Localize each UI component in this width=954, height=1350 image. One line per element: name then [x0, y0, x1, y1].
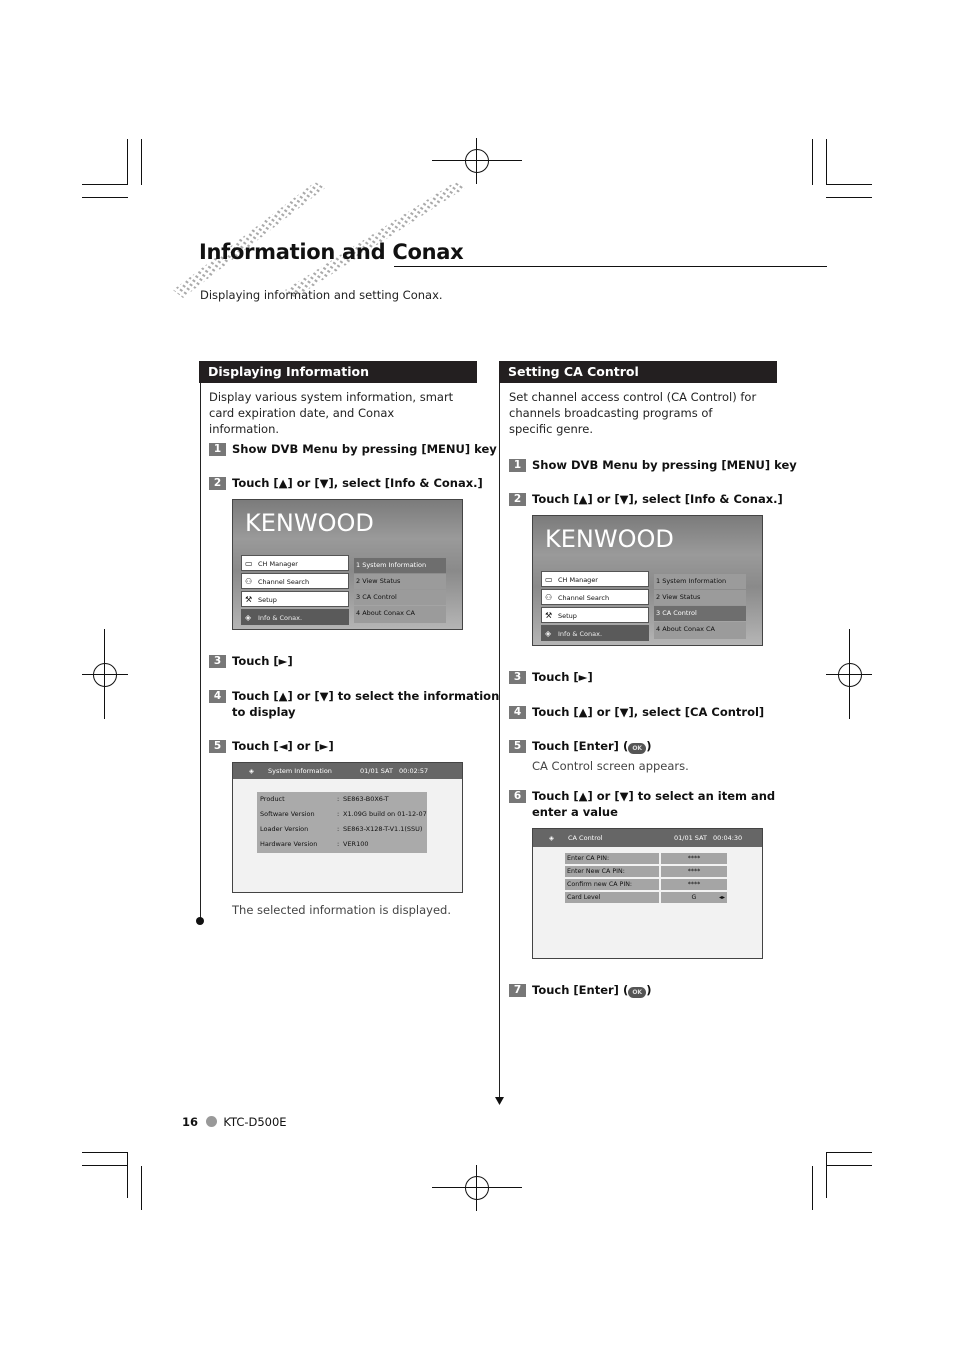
submenu-ca-control: 3 CA Control — [654, 606, 746, 621]
step-text: Touch [Enter] ( — [532, 983, 629, 997]
menu-ch-manager — [541, 571, 649, 587]
step-number: 4 — [509, 706, 526, 719]
step-number: 1 — [509, 459, 526, 472]
step-number: 1 — [209, 443, 226, 456]
binoculars-icon: ⚇ — [245, 577, 253, 586]
column-end-dot — [196, 917, 204, 925]
wrench-icon: ⚒ — [545, 611, 553, 620]
step-number: 2 — [209, 477, 226, 490]
left-right-arrows-icon: ◂▸ — [719, 894, 726, 901]
right-step-5 — [509, 738, 651, 754]
screen-date: 01/01 SAT — [360, 767, 393, 775]
step-text: Touch [►] — [232, 654, 293, 668]
page-number: 16 — [182, 1115, 199, 1129]
step-text: Show DVB Menu by pressing [MENU] key — [532, 458, 797, 472]
step-text: Touch [▲] or [▼], select [CA Control] — [532, 705, 765, 719]
row-label: Enter CA PIN: — [565, 853, 659, 864]
right-intro: Set channel access control (CA Control) for channels broadcasting programs of specific genre. — [509, 390, 757, 436]
submenu-about-conax: 4 About Conax CA — [654, 622, 746, 639]
tv-icon: ▭ — [545, 575, 553, 584]
row-value: SE863-B0X6-T — [343, 795, 389, 803]
system-info-table: Product : SE863-B0X6-T Software Version : X1.09G build on 01-12-07 Loader Version : SE863-X128-T-V1.1(SSU) Hardware Version : VER100 — [257, 792, 427, 853]
ok-button-icon: OK — [628, 987, 646, 998]
step-number: 2 — [509, 493, 526, 506]
menu-label: Setup — [558, 612, 577, 620]
menu-info-conax — [241, 609, 349, 625]
right-step-1 — [509, 457, 797, 473]
menu-setup — [541, 607, 649, 623]
step-number: 3 — [209, 655, 226, 668]
step-text: ) — [646, 739, 652, 753]
menu-ch-manager — [241, 555, 349, 571]
step-text: Touch [▲] or [▼], select [Info & Conax.] — [532, 492, 783, 506]
right-step-7 — [509, 982, 651, 998]
step-text: enter a value — [532, 805, 618, 819]
menu-label: Info & Conax. — [258, 614, 303, 622]
step-text: Touch [►] — [532, 670, 593, 684]
right-column-rule — [499, 383, 500, 1098]
menu-setup — [241, 591, 349, 607]
menu-label: Channel Search — [558, 594, 610, 602]
info-icon: ◈ — [249, 767, 254, 775]
left-step-1 — [209, 441, 497, 457]
step-text: ) — [646, 983, 652, 997]
info-icon: ◈ — [545, 629, 552, 638]
submenu-view-status: 2 View Status — [354, 574, 446, 589]
step-text: Touch [▲] or [▼], select [Info & Conax.] — [232, 476, 483, 490]
left-step-3 — [209, 653, 293, 669]
dvb-menu-screenshot-left — [232, 499, 463, 630]
left-result-note: The selected information is displayed. — [232, 903, 451, 917]
row-label: Loader Version — [260, 825, 309, 833]
page-subtitle: Displaying information and setting Conax. — [200, 288, 443, 302]
menu-label: CH Manager — [558, 576, 598, 584]
left-step-2 — [209, 475, 483, 491]
screen-date: 01/01 SAT — [674, 834, 707, 842]
right-step5-note: CA Control screen appears. — [532, 759, 689, 773]
right-step-6 — [509, 788, 775, 820]
step-text: Show DVB Menu by pressing [MENU] key — [232, 442, 497, 456]
screen-info-bar — [233, 763, 462, 779]
step-number: 7 — [509, 984, 526, 997]
ca-control-screenshot — [532, 828, 763, 959]
dvb-menu-screenshot-right — [532, 515, 763, 646]
submenu-about-conax: 4 About Conax CA — [354, 606, 446, 623]
submenu-ca-control: 3 CA Control — [354, 590, 446, 605]
step-text: Touch [▲] or [▼] to select the information — [232, 689, 500, 703]
screen-time: 00:02:57 — [399, 767, 429, 775]
submenu-view-status: 2 View Status — [654, 590, 746, 605]
title-rule — [394, 266, 827, 267]
kenwood-logo: KENWOOD — [245, 509, 374, 537]
row-label: Enter New CA PIN: — [565, 866, 659, 877]
bullet-icon — [206, 1116, 217, 1127]
binoculars-icon: ⚇ — [545, 593, 553, 602]
row-label: Confirm new CA PIN: — [565, 879, 659, 890]
ca-row-confirm-pin — [565, 879, 727, 890]
step-number: 5 — [209, 740, 226, 753]
row-label: Software Version — [260, 810, 315, 818]
row-value: SE863-X128-T-V1.1(SSU) — [343, 825, 423, 833]
row-value: VER100 — [343, 840, 369, 848]
column-continue-arrow-icon — [495, 1097, 504, 1106]
menu-label: CH Manager — [258, 560, 298, 568]
model-name: KTC-D500E — [223, 1115, 287, 1129]
ca-row-card-level — [565, 892, 727, 903]
step-number: 6 — [509, 790, 526, 803]
left-intro: Display various system information, smart card expiration date, and Conax information. — [209, 390, 454, 436]
system-information-screenshot — [232, 762, 463, 893]
tv-icon: ▭ — [245, 559, 253, 568]
row-label: Product — [260, 795, 285, 803]
section-heading-setting-ca-control: Setting CA Control — [499, 361, 777, 383]
row-value: **** — [661, 866, 727, 877]
screen-title: System Information — [268, 767, 332, 775]
menu-label: Info & Conax. — [558, 630, 603, 638]
left-column-rule — [200, 383, 201, 919]
menu-channel-search — [241, 573, 349, 589]
row-label: Card Level — [565, 892, 659, 903]
right-step-4 — [509, 704, 764, 720]
row-value: **** — [661, 879, 727, 890]
right-step-2 — [509, 491, 783, 507]
page-footer — [182, 1115, 287, 1129]
ca-row-enter-new-pin — [565, 866, 727, 877]
step-number: 4 — [209, 690, 226, 703]
step-text: to display — [232, 705, 296, 719]
submenu-system-information: 1 System Information — [354, 558, 446, 573]
step-number: 5 — [509, 740, 526, 753]
submenu-system-information: 1 System Information — [654, 574, 746, 589]
page-title: Information and Conax — [199, 240, 464, 264]
section-heading-displaying-information: Displaying Information — [199, 361, 477, 383]
row-value: G — [661, 892, 727, 903]
screen-info-bar — [533, 829, 762, 847]
menu-info-conax — [541, 625, 649, 641]
wrench-icon: ⚒ — [245, 595, 253, 604]
row-label: Hardware Version — [260, 840, 318, 848]
step-text: Touch [▲] or [▼] to select an item and — [532, 789, 776, 803]
menu-label: Setup — [258, 596, 277, 604]
kenwood-logo: KENWOOD — [545, 525, 674, 553]
screen-title: CA Control — [568, 834, 603, 842]
info-icon: ◈ — [245, 613, 252, 622]
step-number: 3 — [509, 671, 526, 684]
menu-channel-search — [541, 589, 649, 605]
row-value: X1.09G build on 01-12-07 — [343, 810, 427, 818]
menu-label: Channel Search — [258, 578, 310, 586]
row-value: **** — [661, 853, 727, 864]
left-step-5 — [209, 738, 334, 754]
info-icon: ◈ — [549, 834, 554, 842]
right-step-3 — [509, 669, 593, 685]
ok-button-icon: OK — [628, 743, 646, 754]
step-text: Touch [Enter] ( — [532, 739, 629, 753]
step-text: Touch [◄] or [►] — [232, 739, 334, 753]
ca-row-enter-pin — [565, 853, 727, 864]
screen-time: 00:04:30 — [713, 834, 743, 842]
left-step-4 — [209, 688, 499, 720]
